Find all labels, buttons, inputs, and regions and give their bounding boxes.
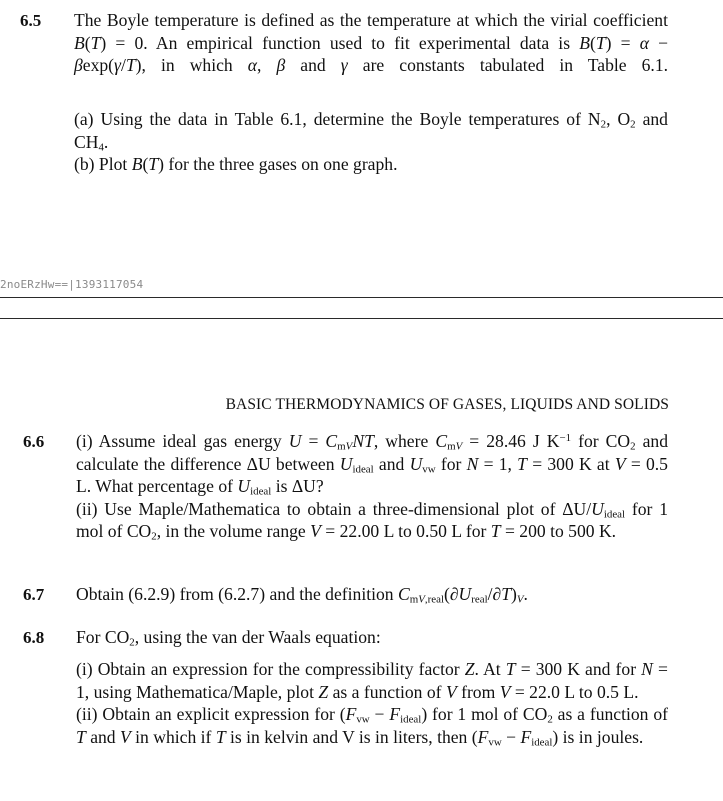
p65-text-5: are constants tabulated in Table 6.1. (362, 55, 669, 75)
p65-text-1: The Boyle temperature is defined as the temperature at which the virial coefficient (74, 10, 668, 30)
p66-text-2: where (385, 431, 429, 451)
p68-ii-text-7: is in joules. (562, 726, 644, 747)
p66-text-1: (i) Assume ideal gas energy (76, 431, 282, 451)
p68-i-text-3: = 300 K and for (520, 659, 637, 679)
p65-text-2: = 0. An empirical function used to fit experimental data is (115, 32, 571, 53)
p66-text-7: for (440, 453, 462, 474)
p65-text-4: and (300, 55, 326, 75)
p68-i-text-6: from (461, 681, 496, 702)
p68-ii-text-3: as a function of (557, 704, 668, 724)
problem-number-6-5: 6.5 (20, 11, 42, 30)
p65-part-a-text-2: and CH (74, 109, 668, 152)
p68-i-text-7: = 22.0 L to 0.5 L. (514, 681, 639, 702)
p65-part-b-text-2: for the three gases on one graph. (168, 154, 398, 174)
page-divider-top (0, 297, 723, 298)
p68-ii-text-1: (ii) Obtain an explicit expression for (76, 704, 335, 724)
p66-text-11: for 1 mol of CO (76, 498, 668, 541)
p66-text-14: = 200 to 500 K. (504, 521, 617, 541)
watermark: 2noERzHw==|1393117054 (0, 278, 144, 291)
p66-text-8: What percentage of (95, 476, 233, 496)
p68-ii-text-2: for 1 mol of CO (432, 704, 548, 724)
p68-i-text-5: as a function of (332, 681, 442, 702)
problem-6-8-intro: For $CO_2$, using the van der Waals equation: (76, 627, 381, 649)
p67-text-1: Obtain (6.2.9) from (6.2.7) and the definition (76, 584, 394, 604)
p68-i-text-4: = 1, using Mathematica/Maple, plot (76, 659, 668, 702)
p66-text-12: , in the volume range (156, 521, 306, 541)
p65-part-a-text: (a) Using the data in Table 6.1, determine the Boyle temperatures of N (74, 109, 601, 129)
p66-text-3: = 28.46 J K (469, 431, 560, 451)
running-head: BASIC THERMODYNAMICS OF GASES, LIQUIDS AND SOLIDS (225, 396, 669, 413)
problem-number-6-6: 6.6 (23, 432, 45, 451)
p66-text-6: and (378, 453, 405, 474)
p66-text-13: = 22.00 L to 0.50 L for (325, 521, 487, 541)
problem-6-5-part-a: (a) Using the data in Table 6.1, determine the Boyle temperatures of $N_2$, $O_2$ and $CH_4$. (74, 109, 668, 154)
p68-ii-text-5: in which if (135, 726, 212, 747)
p66-text-5: and calculate the difference ΔU between (76, 431, 669, 474)
upper-page (0, 0, 723, 298)
problem-6-5-statement: The Boyle temperature is defined as the temperature at which the virial coefficient B(T) = 0. An empirical function used to fit experimental data is B(T) = α − βexp(γ/T), in which α, β and γ are constants tabulated in Table 6.1. (74, 10, 669, 75)
problem-number-6-7: 6.7 (23, 585, 45, 604)
problem-6-8-part-i: (i) Obtain an expression for the compressibility factor Z. At T = 300 K and for N = 1, using Mathematica/Maple, plot Z as a function of V from V = 22.0 L to 0.5 L. (ii) Obtain an explicit expression for $(F_{vw} - F_{ideal})$ for 1 mol of $CO_2$ as a function of T and V in which if T is in kelvin and V is in liters, then $(F_{vw} - F_{ideal})$ is in joules. (76, 659, 668, 749)
p66-text-10: (ii) Use Maple/Mathematica to obtain a three-dimensional plot of ΔU/ (76, 498, 592, 519)
p68-i-text-2: At (483, 659, 501, 679)
p66-text-4: for CO (578, 431, 631, 451)
p66-text-9: is ΔU? (275, 476, 324, 496)
problem-6-6-statement: (i) Assume ideal gas energy $U = C_{mV}NT$, where $C_{mV} = 28.46$ J $K^{-1}$ for $CO_2$ and calculate the difference ΔU between $U_{ideal}$ and $U_{vw}$ for N = 1, T = 300 K at V = 0.5 L. What percentage of $U_{ideal}$ is ΔU? (ii) Use Maple/Mathematica to obtain a three-dimensional plot of $\Delta U/U_{ideal}$ for 1 mol of $CO_2$, in the volume range V = 22.00 L to 0.50 L for T = 200 to 500 K. (76, 431, 669, 543)
problem-6-7-statement: Obtain (6.2.9) from (6.2.7) and the definition $C_{mV,real}(\partial U_{real}/\partial T)_V$. (76, 584, 528, 606)
problem-number-6-8: 6.8 (23, 628, 45, 647)
p68-i-text-1: (i) Obtain an expression for the compressibility factor (76, 659, 460, 679)
problem-6-5-part-b: (b) Plot B(T) for the three gases on one graph. (74, 154, 398, 174)
p68-ii-text-4: and (90, 726, 116, 747)
lower-page (0, 318, 723, 801)
p68-intro: For CO (76, 627, 130, 647)
p65-text-3: in which (160, 55, 233, 75)
p65-part-b-text: (b) Plot (74, 154, 128, 174)
p68-intro-2: , using the van der Waals equation: (134, 627, 381, 647)
p68-ii-text-6: is in kelvin and V is in liters, then (230, 726, 468, 747)
